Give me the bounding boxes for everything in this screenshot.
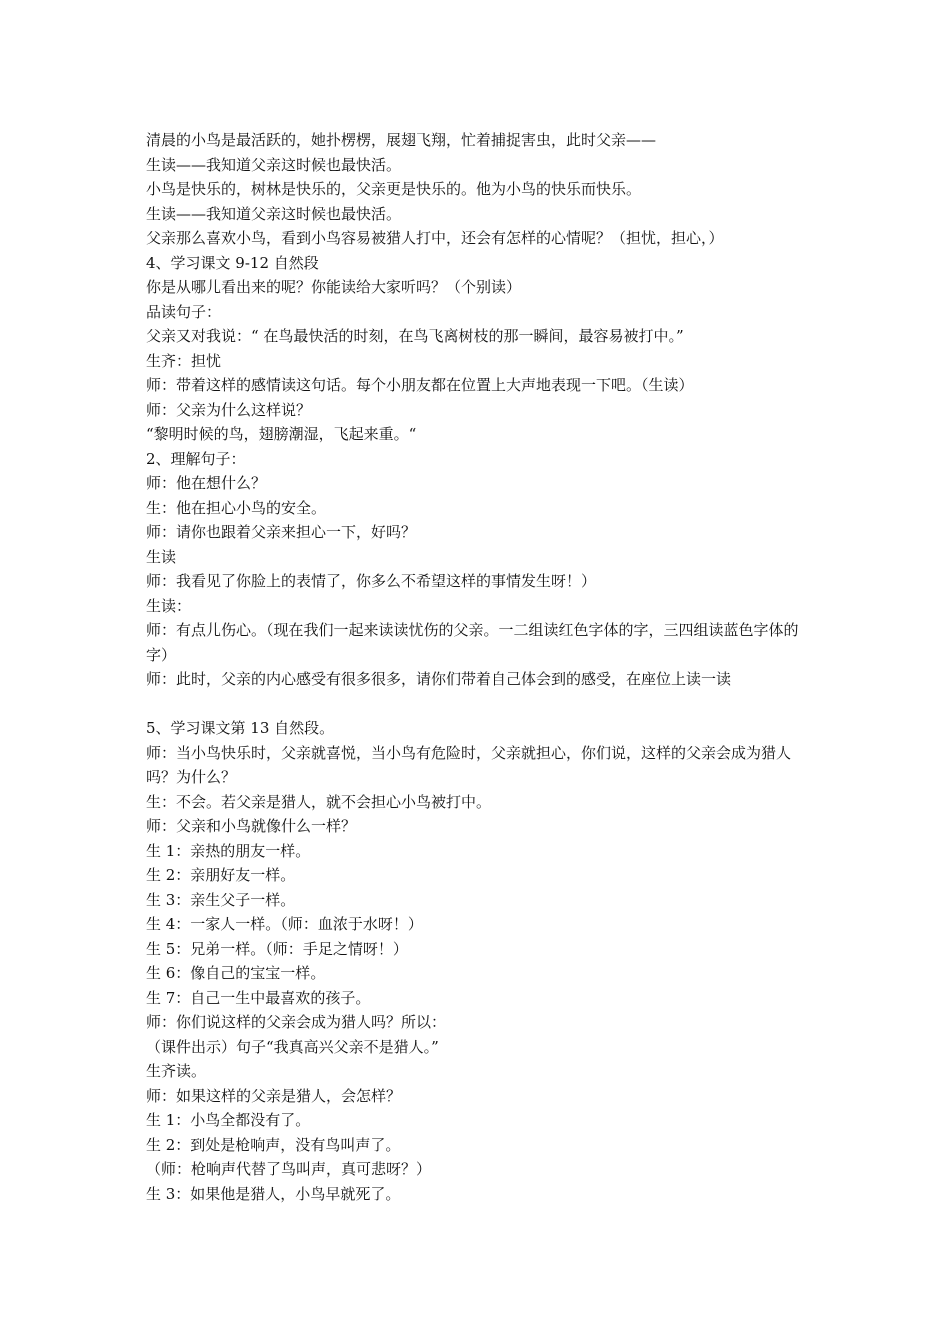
text-line: 生读： [146, 596, 192, 615]
text-line: 生 4：一家人一样。（师：血浓于水呀！） [146, 915, 423, 933]
section-heading: 2、理解句子： [146, 449, 246, 468]
text-line: “黎明时候的鸟，翅膀潮湿，飞起来重。“ [146, 425, 417, 443]
text-line: （师：枪响声代替了鸟叫声，真可悲呀？） [146, 1160, 432, 1178]
text-line: 清晨的小鸟是最活跃的，她扑楞楞，展翅飞翔，忙着捕捉害虫，此时父亲—— [146, 131, 657, 149]
text-line: 生齐读。 [146, 1062, 207, 1080]
text-line: 生：不会。若父亲是猎人，就不会担心小鸟被打中。 [146, 792, 492, 811]
section-heading: 4、学习课文 9-12 自然段 [146, 253, 319, 272]
text-line: 师：我看见了你脸上的表情了，你多么不希望这样的事情发生呀！） [146, 572, 597, 590]
text-line: 师：他在想什么？ [146, 474, 267, 492]
text-line: 师：有点儿伤心。（现在我们一起来读读忧伤的父亲。一二组读红色字体的字，三四组读蓝色字体的字） [146, 621, 799, 664]
section-heading: 5、学习课文第 13 自然段。 [146, 719, 335, 737]
text-line: 师：父亲和小鸟就像什么一样？ [146, 817, 357, 835]
text-line: 父亲又对我说：“ 在鸟最快活的时刻，在鸟飞离树枝的那一瞬间，最容易被打中。” [146, 327, 684, 345]
text-line: 师：你们说这样的父亲会成为猎人吗？所以： [146, 1013, 447, 1031]
text-line: 生 1：小鸟全都没有了。 [146, 1111, 311, 1129]
text-line: 生齐：担忧 [146, 351, 222, 370]
text-line: 师：此时，父亲的内心感受有很多很多，请你们带着自己体会到的感受，在座位上读一读 [146, 670, 732, 688]
text-line: 生 3：亲生父子一样。 [146, 890, 296, 909]
text-line: 师：如果这样的父亲是猎人，会怎样？ [146, 1086, 402, 1105]
text-line: （课件出示）句子“我真高兴父亲不是猎人。” [146, 1037, 439, 1056]
text-line: 生 2：亲朋好友一样。 [146, 866, 296, 884]
document-page [146, 128, 810, 1206]
text-line: 师：带着这样的感情读这句话。每个小朋友都在位置上大声地表现一下吧。（生读） [146, 376, 694, 394]
text-line: 生读——我知道父亲这时候也最快活。 [146, 204, 402, 223]
text-line: 生读——我知道父亲这时候也最快活。 [146, 155, 402, 174]
text-line: 生 5：兄弟一样。（师：手足之情呀！） [146, 939, 408, 958]
text-line: 师：父亲为什么这样说？ [146, 400, 312, 419]
text-line: 你是从哪儿看出来的呢？你能读给大家听吗？（个别读） [146, 278, 522, 296]
text-line: 生 3：如果他是猎人，小鸟早就死了。 [146, 1184, 401, 1203]
blank-line [146, 692, 810, 717]
text-line: 师：当小鸟快乐时，父亲就喜悦，当小鸟有危险时，父亲就担心，你们说，这样的父亲会成为猎人吗？为什么？ [146, 743, 792, 786]
text-line: 生：他在担心小鸟的安全。 [146, 498, 327, 517]
text-line: 生读 [146, 547, 177, 566]
text-line: 生 1：亲热的朋友一样。 [146, 841, 311, 860]
text-line: 生 7：自己一生中最喜欢的孩子。 [146, 988, 371, 1007]
text-line: 品读句子： [146, 302, 222, 321]
text-line: 生 2：到处是枪响声，没有鸟叫声了。 [146, 1135, 401, 1154]
text-line: 师：请你也跟着父亲来担心一下，好吗？ [146, 523, 417, 541]
text-line: 生 6：像自己的宝宝一样。 [146, 964, 326, 982]
text-line: 小鸟是快乐的，树林是快乐的，父亲更是快乐的。他为小鸟的快乐而快乐。 [146, 180, 642, 198]
text-line: 父亲那么喜欢小鸟，看到小鸟容易被猎人打中，还会有怎样的心情呢？（担忧，担心，） [146, 229, 724, 247]
